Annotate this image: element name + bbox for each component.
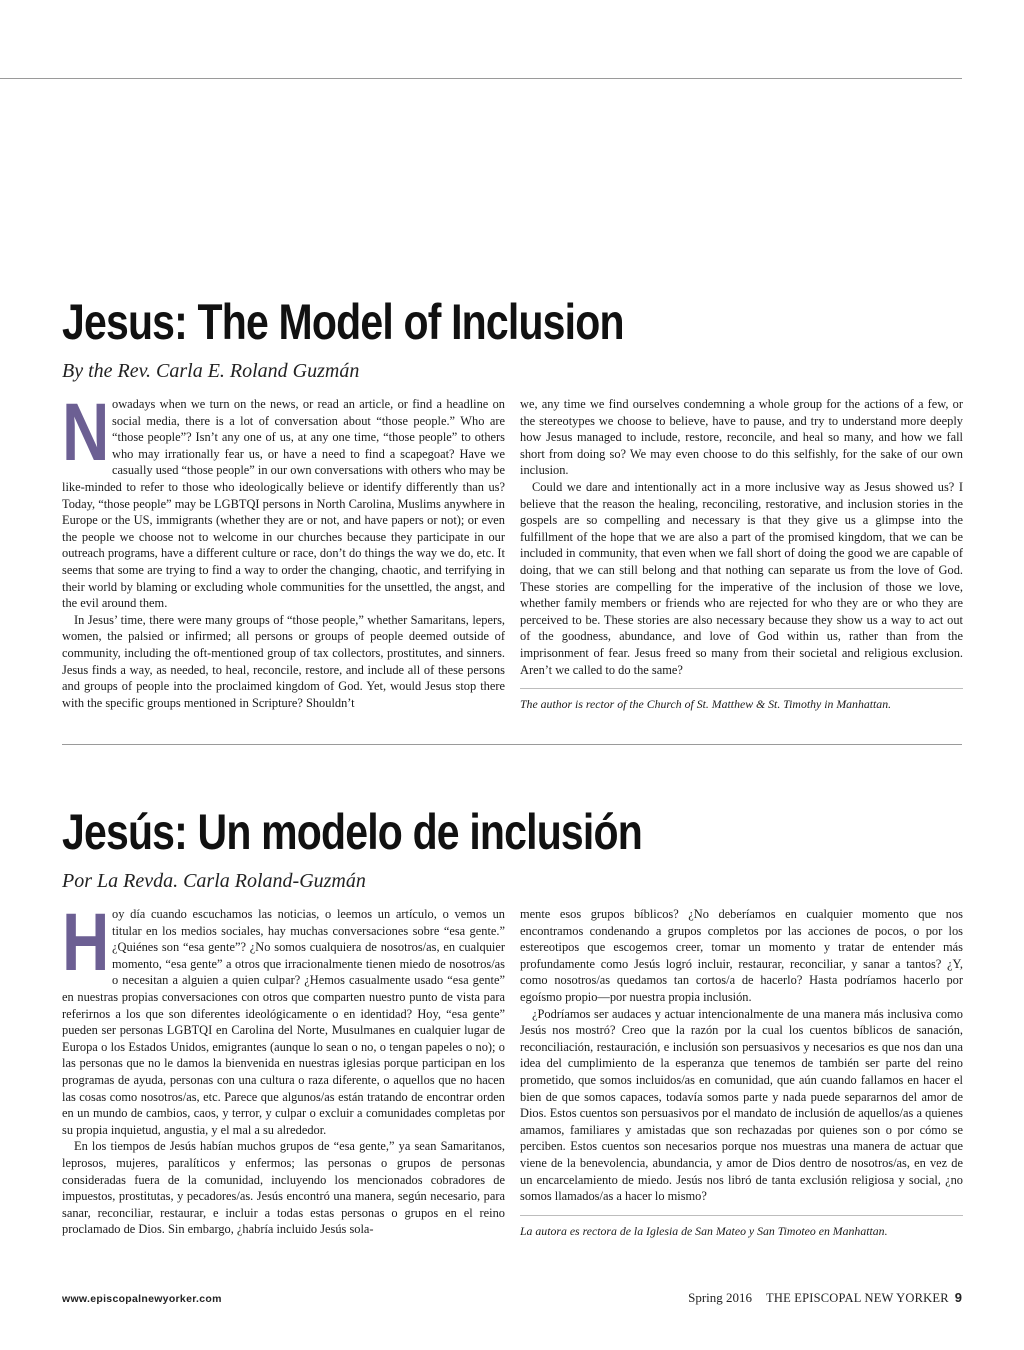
author-note-divider <box>520 688 963 689</box>
website-link[interactable]: www.episcopalnewyorker.com <box>62 1293 222 1305</box>
article-title: Jesús: Un modelo de inclusión <box>62 804 642 860</box>
paragraph: Could we dare and intentionally act in a more inclusive way as Jesus showed us? I believe that the reason the healing, reconciling, restorative, and inclusion stories in the gospels are so compelling and necessary is that they give us a glimpse into the fulfillment of the hope that we are also a part of the promised kingdom, that we can be included in community, that even when we fall short of doing the good we are capable of doing, that we can still belong and that nothing can separate us from the love of God. These stories are compelling for the imperative of the inclusion of those we love, whether family members or friends who are rejected for who they are or who they are perceived to be. These stories are also necessary because they show us a way to act out of the goodness, abundance, and love of God within us, rather than from the imprisonment of fear. Jesus freed so many from their societal and religious exclusion. Aren’t we called to do the same? <box>520 479 963 677</box>
left-column <box>62 897 505 1238</box>
paragraph: mente esos grupos bíblicos? ¿No deberíamos en cualquier momento que nos encontramos condenando a grupos completos por las acciones de pocos, o por los estereotipos que escogemos creer, tomar un momento y tratar de entender más profundamente como Jesús logró incluir, restaurar, reconciliar, y sanar a tantos? ¿Y, como nosotros/as quedamos tan cortos/a de hacerlo? Hasta podríamos hacerlo por egoísmo propio—por nuestra propia inclusión. <box>520 907 963 1004</box>
paragraph: In Jesus’ time, there were many groups of “those people,” whether Samaritans, lepers, women, the palsied or infirmed; all persons or groups of people deemed outside of community, including the oft-mentioned group of tax collectors, prostitutes, and sinners. Jesus finds a way, as needed, to heal, reconcile, restore, and include all of these persons and groups of people into the proclaimed kingdom of God. Yet, would Jesus stop there with the specific groups mentioned in Scripture? Shouldn’t <box>62 612 505 710</box>
page-footer <box>62 1290 962 1310</box>
drop-cap: N <box>62 387 110 478</box>
publication-name: THE EPISCOPAL NEW YORKER <box>766 1291 949 1305</box>
article-byline: Por La Revda. Carla Roland-Guzmán <box>62 870 366 892</box>
left-column <box>62 387 505 711</box>
paragraph: ¿Podríamos ser audaces y actuar intencionalmente de una manera más inclusiva como Jesús nos mostró? Creo que la razón por la cual los cuentos bíblicos de sanación, reconciliación, restauración, e inclusión son persuasivos y necesarios es que nos dan una idea del cumplimiento de la esperanza que tenemos de también ser parte del reino prometido, que somos incluidos/as en comunidad, que aún cuando fallamos en hacer el bien de que somos capaces, todavía somos parte y nada puede separarnos del amor de Dios. Estos cuentos son persuasivos por el mandato de inclusión de aquellos/as a quienes amamos, familiares y amistadas que son rechazadas por quienes son o por cómo se perciben. Estos cuentos son necesarios porque nos muestras una manera de actuar que viene de la benevolencia, abundancia, y amor de Dios dentro de nosotros/as, en vez de un encarcelamiento de miedo. Jesús nos libró de tanta exclusión religiosa y social, ¿no somos llamados/as a hacer lo mismo? <box>520 1006 963 1204</box>
article-title: Jesus: The Model of Inclusion <box>62 294 624 350</box>
footer-issue-info <box>688 1290 962 1306</box>
paragraph <box>62 387 505 612</box>
drop-cap: H <box>62 897 110 988</box>
article-spanish <box>62 800 962 1239</box>
page-number: 9 <box>954 1290 962 1305</box>
author-note-divider <box>520 1215 963 1216</box>
paragraph: En los tiempos de Jesús habían muchos grupos de “esa gente,” ya sean Samaritanos, leprosos, mujeres, paralíticos y enfermos; las personas o grupos de personas consideradas fuera de la comunidad, incluyendo los mencionados cobradores de impuestos, prostitutas, y pecadores/as. Jesús encontró una manera, según necesario, para sanar, reconciliar, restaurar, e incluir a todas estas personas o grupos en el reino proclamado de Dios. Sin embargo, ¿habría incluido Jesús sola- <box>62 1139 505 1237</box>
paragraph-text: oy día cuando escuchamos las noticias, o leemos un artículo, o vemos un titular en los medios sociales, hay muchas conversaciones sobre “esa gente.” ¿Quiénes son “esa gente”? ¿No somos cualquiera de nosotros/as, en cualquier momento, “esa gente” a otros que irracionalmente tienen miedo de nosotros/as o necesitan a alguien a quien culpar? ¿Hemos casualmente usado “esa gente” en nuestras propias conversaciones con otros que comparten nuestro punto de vista para referirnos a los que son diferentes ideológicamente o en identidad? Hoy, “esa gente” pueden ser personas LGBTQI en Carolina del Norte, Musulmanes en cualquier lugar de Europa o los Estados Unidos, emigrantes (aunque lo sean o no, o tengan papeles o no); o las personas que no le damos la bienvenida en nuestras iglesias porque participan en los programas de ayuda, personas con una cultura o raza diferente, o aquellos que no hacen las cosas como nosotros/as, etc. Parece que algunos/as están tratando de encontrar orden en un mundo de cambios, caos, y terror, y culpar o excluir a comunidades completas por su propia inquietud, angustia, y el mal a su alrededor. <box>62 907 505 1137</box>
author-note: The author is rector of the Church of St. Matthew & St. Timothy in Manhattan. <box>520 697 892 712</box>
section-divider <box>62 744 962 745</box>
paragraph: we, any time we find ourselves condemning a whole group for the actions of a few, or the stereotypes we choose to believe, have to pause, and try to understand more deeply how Jesus managed to include, restore, reconcile, and heal so many, and how we fall short from doing so? We may even choose to do this selfishly, for the sake of our own inclusion. <box>520 397 963 478</box>
right-column <box>520 396 963 712</box>
article-columns <box>62 897 963 1239</box>
article-columns <box>62 387 963 712</box>
article-english <box>62 290 962 712</box>
article-byline: By the Rev. Carla E. Roland Guzmán <box>62 360 360 382</box>
paragraph <box>62 897 505 1138</box>
top-rule <box>0 78 962 79</box>
right-column <box>520 906 963 1239</box>
issue-date: Spring 2016 <box>688 1290 753 1305</box>
author-note: La autora es rectora de la Iglesia de San Mateo y San Timoteo en Manhattan. <box>520 1223 888 1238</box>
paragraph-text: owadays when we turn on the news, or read an article, or find a headline on social media, there is a lot of conversation about “those people.” Who are “those people”? Isn’t any one of us, at any one time, “those people” to others who may irrationally fear us, or have a need to find a scapegoat? Have we casually used “those people” in our own conversations with others who may be like-minded to refer to those who ideologically believe or identify differently than us? Today, “those people” may be LGBTQI persons in North Carolina, Muslims anywhere in Europe or the US, immigrants (whether they are or not, and have papers or not); or even the people we choose not to welcome in our churches because they participate in our outreach programs, have a different culture or race, don’t do things the way we do, etc. It seems that some are trying to find a way to order the changing, chaotic, and terrifying in their world by blaming or excluding whole communities for the unsettled, the angst, and the evil around them. <box>62 397 505 611</box>
